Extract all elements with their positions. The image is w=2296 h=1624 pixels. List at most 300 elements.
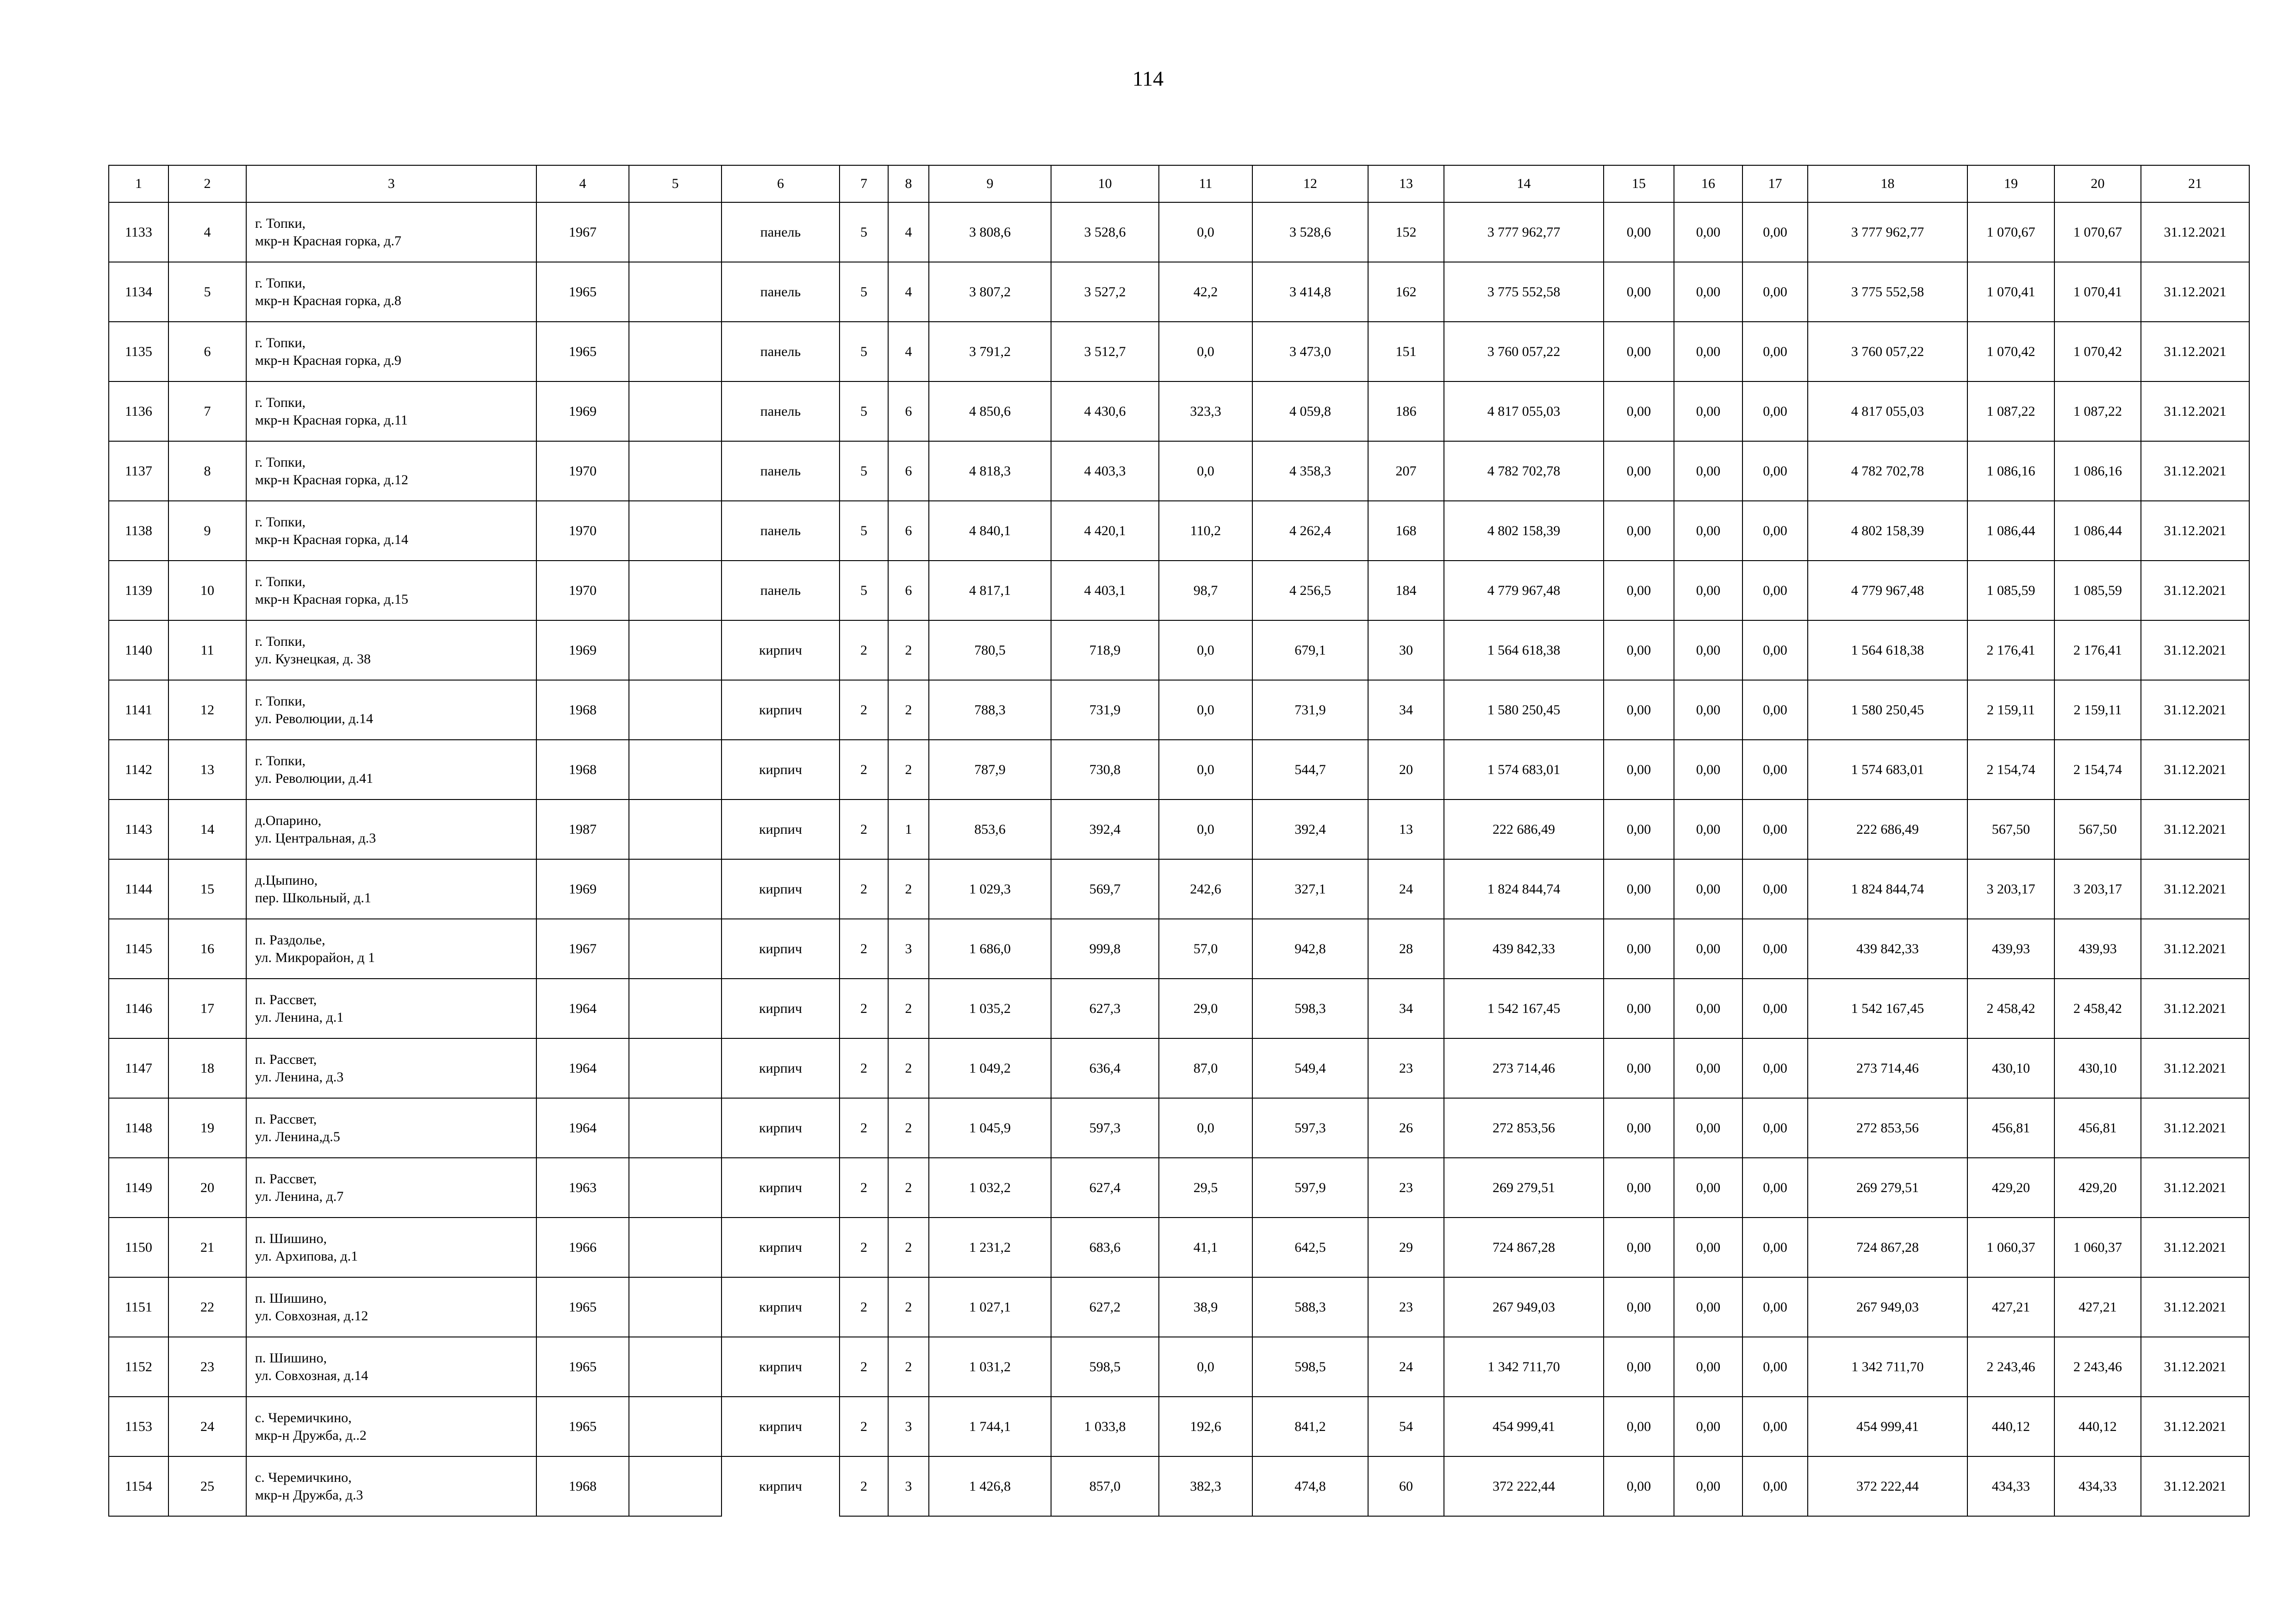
cell-col-19: 427,21 — [1967, 1277, 2054, 1337]
address-street: ул. Центральная, д.3 — [255, 830, 376, 846]
cell-col-1: 1140 — [109, 620, 168, 680]
address-locality: г. Топки, — [255, 693, 306, 709]
column-number-20: 20 — [2054, 165, 2141, 202]
cell-col-20: 430,10 — [2054, 1038, 2141, 1098]
cell-col-8: 6 — [888, 561, 929, 620]
cell-col-14: 372 222,44 — [1444, 1456, 1604, 1516]
cell-col-15: 0,00 — [1604, 1337, 1674, 1397]
cell-col-9: 4 817,1 — [929, 561, 1051, 620]
cell-col-20: 2 458,42 — [2054, 979, 2141, 1038]
cell-col-16: 0,00 — [1674, 561, 1742, 620]
cell-col-19: 434,33 — [1967, 1456, 2054, 1516]
cell-col-6: кирпич — [722, 1038, 840, 1098]
address-cell — [246, 1397, 536, 1456]
cell-col-20: 427,21 — [2054, 1277, 2141, 1337]
cell-col-14: 1 574 683,01 — [1444, 740, 1604, 800]
cell-col-19: 1 086,16 — [1967, 441, 2054, 501]
cell-col-5 — [629, 202, 722, 262]
cell-col-13: 151 — [1368, 322, 1444, 381]
column-number-16: 16 — [1674, 165, 1742, 202]
cell-col-11: 38,9 — [1159, 1277, 1252, 1337]
address-street: ул. Ленина, д.7 — [255, 1188, 344, 1204]
address-cell — [246, 800, 536, 859]
cell-col-15: 0,00 — [1604, 620, 1674, 680]
cell-col-1: 1135 — [109, 322, 168, 381]
cell-col-4: 1965 — [536, 1337, 629, 1397]
address-cell — [246, 859, 536, 919]
cell-col-8: 2 — [888, 1337, 929, 1397]
cell-col-4: 1967 — [536, 919, 629, 979]
cell-col-19: 2 243,46 — [1967, 1337, 2054, 1397]
address-locality: п. Рассвет, — [255, 1171, 317, 1187]
cell-col-11: 41,1 — [1159, 1218, 1252, 1277]
address-street: ул. Кузнецкая, д. 38 — [255, 651, 371, 667]
cell-col-15: 0,00 — [1604, 800, 1674, 859]
table-row — [109, 202, 2249, 262]
cell-col-7: 2 — [840, 1277, 888, 1337]
cell-col-16: 0,00 — [1674, 1158, 1742, 1218]
cell-col-18: 4 782 702,78 — [1808, 441, 1967, 501]
cell-col-6: кирпич — [722, 620, 840, 680]
cell-col-9: 3 808,6 — [929, 202, 1051, 262]
cell-col-17: 0,00 — [1742, 680, 1808, 740]
address-street: ул. Совхозная, д.14 — [255, 1368, 368, 1383]
cell-col-9: 780,5 — [929, 620, 1051, 680]
cell-col-2: 24 — [168, 1397, 246, 1456]
cell-col-2: 12 — [168, 680, 246, 740]
cell-col-18: 272 853,56 — [1808, 1098, 1967, 1158]
cell-col-1: 1153 — [109, 1397, 168, 1456]
cell-col-13: 54 — [1368, 1397, 1444, 1456]
cell-col-12: 598,3 — [1252, 979, 1368, 1038]
cell-col-5 — [629, 800, 722, 859]
cell-col-11: 29,0 — [1159, 979, 1252, 1038]
cell-col-5 — [629, 740, 722, 800]
cell-col-2: 10 — [168, 561, 246, 620]
cell-col-12: 597,3 — [1252, 1098, 1368, 1158]
cell-col-11: 29,5 — [1159, 1158, 1252, 1218]
cell-col-16: 0,00 — [1674, 202, 1742, 262]
cell-col-9: 1 231,2 — [929, 1218, 1051, 1277]
cell-col-9: 1 049,2 — [929, 1038, 1051, 1098]
address-locality: п. Раздолье, — [255, 932, 325, 948]
cell-col-8: 2 — [888, 680, 929, 740]
cell-col-12: 392,4 — [1252, 800, 1368, 859]
cell-col-2: 11 — [168, 620, 246, 680]
cell-col-4: 1969 — [536, 381, 629, 441]
cell-col-20: 1 086,44 — [2054, 501, 2141, 561]
cell-col-12: 598,5 — [1252, 1337, 1368, 1397]
cell-col-14: 4 782 702,78 — [1444, 441, 1604, 501]
cell-col-19: 2 154,74 — [1967, 740, 2054, 800]
address-cell — [246, 919, 536, 979]
cell-col-11: 0,0 — [1159, 202, 1252, 262]
cell-col-4: 1963 — [536, 1158, 629, 1218]
cell-col-13: 24 — [1368, 859, 1444, 919]
cell-col-9: 4 840,1 — [929, 501, 1051, 561]
address-locality: п. Рассвет, — [255, 1111, 317, 1127]
cell-col-12: 474,8 — [1252, 1456, 1368, 1516]
cell-col-9: 853,6 — [929, 800, 1051, 859]
cell-col-7: 2 — [840, 1038, 888, 1098]
cell-col-9: 1 426,8 — [929, 1456, 1051, 1516]
cell-col-6: панель — [722, 322, 840, 381]
address-cell — [246, 620, 536, 680]
cell-col-19: 2 159,11 — [1967, 680, 2054, 740]
cell-col-21: 31.12.2021 — [2141, 322, 2249, 381]
cell-col-20: 456,81 — [2054, 1098, 2141, 1158]
cell-col-13: 13 — [1368, 800, 1444, 859]
cell-col-18: 372 222,44 — [1808, 1456, 1967, 1516]
cell-col-11: 42,2 — [1159, 262, 1252, 322]
cell-col-5 — [629, 501, 722, 561]
address-street: ул. Архипова, д.1 — [255, 1248, 358, 1264]
cell-col-5 — [629, 859, 722, 919]
cell-col-18: 439 842,33 — [1808, 919, 1967, 979]
cell-col-19: 439,93 — [1967, 919, 2054, 979]
table-row — [109, 800, 2249, 859]
cell-col-9: 1 686,0 — [929, 919, 1051, 979]
cell-col-18: 4 779 967,48 — [1808, 561, 1967, 620]
cell-col-5 — [629, 680, 722, 740]
cell-col-19: 1 087,22 — [1967, 381, 2054, 441]
cell-col-15: 0,00 — [1604, 1397, 1674, 1456]
cell-col-15: 0,00 — [1604, 1098, 1674, 1158]
cell-col-4: 1967 — [536, 202, 629, 262]
cell-col-8: 6 — [888, 501, 929, 561]
cell-col-11: 0,0 — [1159, 1337, 1252, 1397]
cell-col-1: 1143 — [109, 800, 168, 859]
address-locality: д.Цыпино, — [255, 872, 318, 888]
cell-col-9: 788,3 — [929, 680, 1051, 740]
cell-col-14: 272 853,56 — [1444, 1098, 1604, 1158]
cell-col-15: 0,00 — [1604, 441, 1674, 501]
table-row — [109, 1456, 2249, 1516]
column-number-1: 1 — [109, 165, 168, 202]
cell-col-17: 0,00 — [1742, 1038, 1808, 1098]
table-header — [109, 165, 2249, 202]
cell-col-2: 19 — [168, 1098, 246, 1158]
cell-col-8: 3 — [888, 1397, 929, 1456]
cell-col-13: 23 — [1368, 1277, 1444, 1337]
address-cell — [246, 740, 536, 800]
cell-col-14: 1 564 618,38 — [1444, 620, 1604, 680]
column-number-12: 12 — [1252, 165, 1368, 202]
cell-col-10: 4 430,6 — [1051, 381, 1159, 441]
cell-col-19: 1 070,41 — [1967, 262, 2054, 322]
cell-col-20: 1 070,42 — [2054, 322, 2141, 381]
cell-col-16: 0,00 — [1674, 1098, 1742, 1158]
cell-col-1: 1152 — [109, 1337, 168, 1397]
cell-col-7: 5 — [840, 561, 888, 620]
address-cell — [246, 501, 536, 561]
cell-col-18: 724 867,28 — [1808, 1218, 1967, 1277]
cell-col-14: 273 714,46 — [1444, 1038, 1604, 1098]
table-row — [109, 1277, 2249, 1337]
address-cell — [246, 322, 536, 381]
cell-col-16: 0,00 — [1674, 1277, 1742, 1337]
cell-col-7: 2 — [840, 1397, 888, 1456]
cell-col-6: кирпич — [722, 1098, 840, 1158]
cell-col-8: 4 — [888, 322, 929, 381]
cell-col-19: 2 458,42 — [1967, 979, 2054, 1038]
address-locality: д.Опарино, — [255, 812, 322, 828]
cell-col-1: 1139 — [109, 561, 168, 620]
cell-col-18: 1 824 844,74 — [1808, 859, 1967, 919]
cell-col-10: 1 033,8 — [1051, 1397, 1159, 1456]
cell-col-10: 857,0 — [1051, 1456, 1159, 1516]
cell-col-16: 0,00 — [1674, 381, 1742, 441]
address-street: ул. Революции, д.14 — [255, 711, 373, 726]
cell-col-21: 31.12.2021 — [2141, 620, 2249, 680]
cell-col-20: 434,33 — [2054, 1456, 2141, 1516]
cell-col-8: 2 — [888, 1277, 929, 1337]
cell-col-17: 0,00 — [1742, 800, 1808, 859]
cell-col-7: 2 — [840, 1337, 888, 1397]
cell-col-14: 3 760 057,22 — [1444, 322, 1604, 381]
cell-col-13: 186 — [1368, 381, 1444, 441]
address-locality: п. Шишино, — [255, 1290, 327, 1306]
column-number-6: 6 — [722, 165, 840, 202]
cell-col-9: 1 032,2 — [929, 1158, 1051, 1218]
cell-col-19: 1 070,67 — [1967, 202, 2054, 262]
cell-col-8: 2 — [888, 1098, 929, 1158]
cell-col-14: 724 867,28 — [1444, 1218, 1604, 1277]
table-row — [109, 1397, 2249, 1456]
column-number-19: 19 — [1967, 165, 2054, 202]
cell-col-19: 2 176,41 — [1967, 620, 2054, 680]
cell-col-17: 0,00 — [1742, 561, 1808, 620]
cell-col-13: 207 — [1368, 441, 1444, 501]
cell-col-8: 4 — [888, 262, 929, 322]
cell-col-10: 636,4 — [1051, 1038, 1159, 1098]
cell-col-21: 31.12.2021 — [2141, 1098, 2249, 1158]
cell-col-19: 1 086,44 — [1967, 501, 2054, 561]
cell-col-16: 0,00 — [1674, 620, 1742, 680]
cell-col-15: 0,00 — [1604, 262, 1674, 322]
cell-col-11: 57,0 — [1159, 919, 1252, 979]
cell-col-21: 31.12.2021 — [2141, 1038, 2249, 1098]
cell-col-11: 110,2 — [1159, 501, 1252, 561]
address-street: мкр-н Красная горка, д.14 — [255, 531, 409, 547]
table-row — [109, 1337, 2249, 1397]
cell-col-4: 1968 — [536, 680, 629, 740]
cell-col-7: 2 — [840, 1456, 888, 1516]
cell-col-5 — [629, 1397, 722, 1456]
cell-col-12: 4 059,8 — [1252, 381, 1368, 441]
address-street: мкр-н Красная горка, д.9 — [255, 352, 402, 368]
cell-col-12: 4 256,5 — [1252, 561, 1368, 620]
address-cell — [246, 1277, 536, 1337]
cell-col-6: панель — [722, 381, 840, 441]
cell-col-21: 31.12.2021 — [2141, 381, 2249, 441]
table-row — [109, 322, 2249, 381]
cell-col-17: 0,00 — [1742, 859, 1808, 919]
cell-col-11: 0,0 — [1159, 800, 1252, 859]
cell-col-9: 1 027,1 — [929, 1277, 1051, 1337]
cell-col-7: 5 — [840, 322, 888, 381]
cell-col-6: кирпич — [722, 859, 840, 919]
address-cell — [246, 561, 536, 620]
cell-col-21: 31.12.2021 — [2141, 800, 2249, 859]
cell-col-19: 1 070,42 — [1967, 322, 2054, 381]
cell-col-16: 0,00 — [1674, 680, 1742, 740]
address-street: ул. Ленина, д.3 — [255, 1069, 344, 1085]
cell-col-5 — [629, 1277, 722, 1337]
cell-col-19: 440,12 — [1967, 1397, 2054, 1456]
cell-col-18: 3 775 552,58 — [1808, 262, 1967, 322]
cell-col-21: 31.12.2021 — [2141, 1158, 2249, 1218]
cell-col-4: 1964 — [536, 1038, 629, 1098]
cell-col-17: 0,00 — [1742, 381, 1808, 441]
cell-col-18: 222 686,49 — [1808, 800, 1967, 859]
cell-col-19: 429,20 — [1967, 1158, 2054, 1218]
cell-col-16: 0,00 — [1674, 1218, 1742, 1277]
cell-col-16: 0,00 — [1674, 1456, 1742, 1516]
cell-col-4: 1968 — [536, 1456, 629, 1516]
cell-col-1: 1151 — [109, 1277, 168, 1337]
cell-col-16: 0,00 — [1674, 979, 1742, 1038]
table-row — [109, 919, 2249, 979]
address-cell — [246, 1158, 536, 1218]
cell-col-16: 0,00 — [1674, 441, 1742, 501]
cell-col-1: 1148 — [109, 1098, 168, 1158]
cell-col-2: 14 — [168, 800, 246, 859]
cell-col-20: 439,93 — [2054, 919, 2141, 979]
cell-col-2: 23 — [168, 1337, 246, 1397]
table-row — [109, 979, 2249, 1038]
cell-col-4: 1970 — [536, 441, 629, 501]
address-street: ул. Совхозная, д.12 — [255, 1308, 368, 1324]
cell-col-5 — [629, 561, 722, 620]
cell-col-17: 0,00 — [1742, 979, 1808, 1038]
cell-col-2: 20 — [168, 1158, 246, 1218]
column-number-5: 5 — [629, 165, 722, 202]
cell-col-10: 4 403,3 — [1051, 441, 1159, 501]
cell-col-8: 2 — [888, 859, 929, 919]
cell-col-1: 1133 — [109, 202, 168, 262]
cell-col-7: 2 — [840, 859, 888, 919]
cell-col-8: 2 — [888, 1158, 929, 1218]
cell-col-8: 1 — [888, 800, 929, 859]
cell-col-14: 4 779 967,48 — [1444, 561, 1604, 620]
address-cell — [246, 1038, 536, 1098]
cell-col-16: 0,00 — [1674, 501, 1742, 561]
cell-col-12: 544,7 — [1252, 740, 1368, 800]
cell-col-17: 0,00 — [1742, 1277, 1808, 1337]
cell-col-18: 3 777 962,77 — [1808, 202, 1967, 262]
address-street: мкр-н Дружба, д.3 — [255, 1487, 363, 1503]
cell-col-20: 2 159,11 — [2054, 680, 2141, 740]
table-row — [109, 620, 2249, 680]
cell-col-9: 1 031,2 — [929, 1337, 1051, 1397]
cell-col-9: 4 818,3 — [929, 441, 1051, 501]
cell-col-16: 0,00 — [1674, 1337, 1742, 1397]
cell-col-13: 28 — [1368, 919, 1444, 979]
address-street: мкр-н Красная горка, д.12 — [255, 472, 409, 487]
table-row — [109, 1158, 2249, 1218]
cell-col-19: 3 203,17 — [1967, 859, 2054, 919]
cell-col-7: 2 — [840, 680, 888, 740]
table-row — [109, 1098, 2249, 1158]
cell-col-9: 1 035,2 — [929, 979, 1051, 1038]
cell-col-5 — [629, 441, 722, 501]
cell-col-11: 242,6 — [1159, 859, 1252, 919]
cell-col-20: 440,12 — [2054, 1397, 2141, 1456]
address-cell — [246, 1098, 536, 1158]
cell-col-10: 4 420,1 — [1051, 501, 1159, 561]
cell-col-21: 31.12.2021 — [2141, 561, 2249, 620]
cell-col-5 — [629, 322, 722, 381]
cell-col-14: 454 999,41 — [1444, 1397, 1604, 1456]
cell-col-18: 4 802 158,39 — [1808, 501, 1967, 561]
cell-col-17: 0,00 — [1742, 262, 1808, 322]
cell-col-14: 267 949,03 — [1444, 1277, 1604, 1337]
table-row — [109, 561, 2249, 620]
cell-col-12: 327,1 — [1252, 859, 1368, 919]
cell-col-21: 31.12.2021 — [2141, 1218, 2249, 1277]
cell-col-15: 0,00 — [1604, 859, 1674, 919]
cell-col-1: 1149 — [109, 1158, 168, 1218]
cell-col-10: 4 403,1 — [1051, 561, 1159, 620]
table-row — [109, 441, 2249, 501]
cell-col-17: 0,00 — [1742, 1397, 1808, 1456]
cell-col-2: 9 — [168, 501, 246, 561]
cell-col-15: 0,00 — [1604, 1456, 1674, 1516]
cell-col-2: 4 — [168, 202, 246, 262]
cell-col-6: кирпич — [722, 1277, 840, 1337]
cell-col-2: 15 — [168, 859, 246, 919]
address-cell — [246, 1456, 536, 1516]
cell-col-7: 5 — [840, 202, 888, 262]
cell-col-15: 0,00 — [1604, 1218, 1674, 1277]
cell-col-15: 0,00 — [1604, 202, 1674, 262]
cell-col-1: 1134 — [109, 262, 168, 322]
cell-col-15: 0,00 — [1604, 740, 1674, 800]
cell-col-16: 0,00 — [1674, 262, 1742, 322]
cell-col-21: 31.12.2021 — [2141, 680, 2249, 740]
cell-col-21: 31.12.2021 — [2141, 501, 2249, 561]
cell-col-17: 0,00 — [1742, 919, 1808, 979]
cell-col-1: 1136 — [109, 381, 168, 441]
cell-col-8: 2 — [888, 979, 929, 1038]
cell-col-8: 6 — [888, 381, 929, 441]
cell-col-1: 1154 — [109, 1456, 168, 1516]
cell-col-10: 731,9 — [1051, 680, 1159, 740]
cell-col-13: 20 — [1368, 740, 1444, 800]
cell-col-16: 0,00 — [1674, 1397, 1742, 1456]
address-cell — [246, 1337, 536, 1397]
column-number-3: 3 — [246, 165, 536, 202]
cell-col-17: 0,00 — [1742, 620, 1808, 680]
column-number-4: 4 — [536, 165, 629, 202]
cell-col-12: 642,5 — [1252, 1218, 1368, 1277]
cell-col-17: 0,00 — [1742, 1218, 1808, 1277]
address-locality: с. Черемичкино, — [255, 1469, 352, 1485]
cell-col-11: 0,0 — [1159, 620, 1252, 680]
cell-col-17: 0,00 — [1742, 322, 1808, 381]
cell-col-20: 1 060,37 — [2054, 1218, 2141, 1277]
cell-col-6: кирпич — [722, 680, 840, 740]
cell-col-5 — [629, 1456, 722, 1516]
cell-col-6: панель — [722, 202, 840, 262]
cell-col-21: 31.12.2021 — [2141, 740, 2249, 800]
cell-col-11: 98,7 — [1159, 561, 1252, 620]
cell-col-6: кирпич — [722, 1337, 840, 1397]
cell-col-4: 1965 — [536, 262, 629, 322]
address-locality: г. Топки, — [255, 514, 306, 530]
address-locality: п. Шишино, — [255, 1230, 327, 1246]
